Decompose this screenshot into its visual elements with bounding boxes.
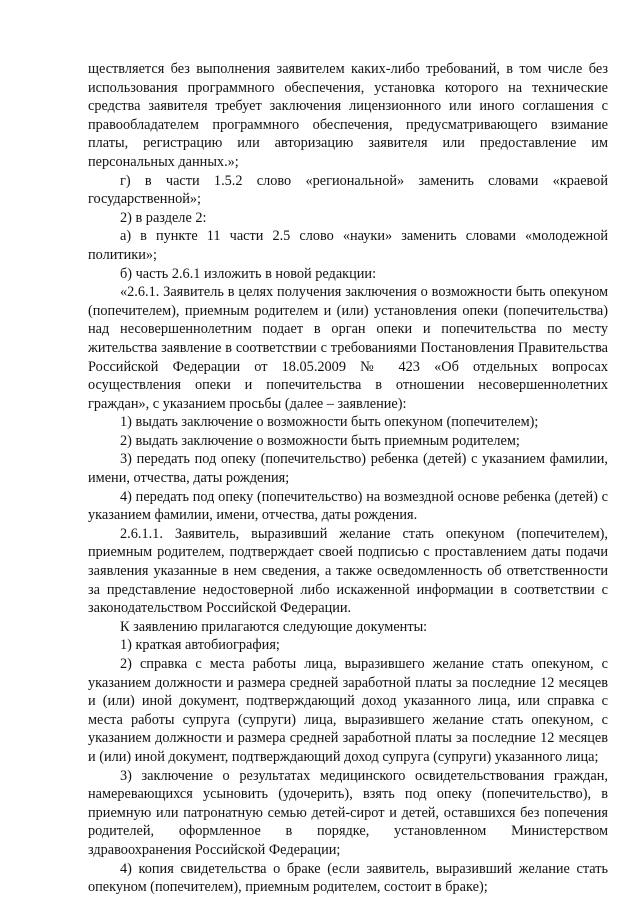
paragraph: 2) в разделе 2:: [120, 209, 207, 226]
paragraph: 2.6.1.1. Заявитель, выразивший желание стать опекуном (попечителем), приемным родителем, подтверждает своей подписью с проставлением даты подачи заявления указанные в нем сведения, а также осведомленность об ответственности за представление недостоверной либо искаженной информации в соответствии с законодательством Российской Федерации.: [88, 525, 608, 617]
list-item: 4) передать под опеку (попечительство) на возмездной основе ребенка (детей) с указанием фамилии, имени, отчества, даты рождения.: [88, 488, 608, 524]
list-item: 2) справка с места работы лица, выразившего желание стать опекуном, с указанием должности и размера средней заработной платы за последние 12 месяцев и (или) иной документ, подтверждающий доход указанного лица, или справка с места работы супруга (супруги) лица, выразившего желание стать опекуном, с указанием должности и размера средней заработной платы за последние 12 месяцев и (или) иной документ, подтверждающий доход супруга (супруги) указанного лица;: [88, 656, 608, 765]
list-item: 4) копия свидетельства о браке (если заявитель, выразивший желание стать опекуном (попечителем), приемным родителем, состоит в браке);: [88, 860, 608, 896]
list-item: 3) передать под опеку (попечительство) ребенка (детей) с указанием фамилии, имени, отчества, даты рождения;: [88, 451, 608, 487]
list-item: 2) выдать заключение о возможности быть приемным родителем;: [120, 432, 520, 449]
list-item: 1) выдать заключение о возможности быть опекуном (попечителем);: [120, 414, 539, 431]
list-item: 3) заключение о результатах медицинского освидетельствования граждан, намеревающихся усыновить (удочерить), взять под опеку (попечительство), в приемную или патронатную семью детей-сирот и детей, оставшихся без попечения родителей, оформленное в порядке, установленном Министерством здравоохранения Российской Федерации;: [88, 767, 608, 858]
paragraph: «2.6.1. Заявитель в целях получения заключения о возможности быть опекуном (попечителем), приемным родителем и (или) установления опеки (попечительства) над несовершеннолетним подает в орган опеки и попечительства по месту жительства заявление в соответствии с требованиями Постановления Правительства Российской Федерации от 18.05.2009 № 423 «Об отдельных вопросах осуществления опеки и попечительства в отношении несовершеннолетних граждан», с указанием просьбы (далее – заявление):: [88, 284, 608, 412]
paragraph: а) в пункте 11 части 2.5 слово «науки» заменить словами «молодежной политики»;: [88, 228, 608, 263]
paragraph: К заявлению прилагаются следующие документы:: [120, 618, 428, 635]
paragraph: г) в части 1.5.2 слово «региональной» заменить словами «краевой государственной»;: [88, 172, 608, 208]
paragraph: б) часть 2.6.1 изложить в новой редакции:: [120, 265, 377, 282]
document-body: [88, 60, 608, 897]
list-item: 1) краткая автобиография;: [120, 637, 280, 654]
paragraph: ществляется без выполнения заявителем каких-либо требований, в том числе без использования программного обеспечения, установка которого на технические средства заявителя требует заключения лицензионного или иного соглашения с правообладателем программного обеспечения, предусматривающего взимание платы, регистрацию или авторизацию заявителя или предоставление им персональных данных.»;: [88, 61, 608, 170]
